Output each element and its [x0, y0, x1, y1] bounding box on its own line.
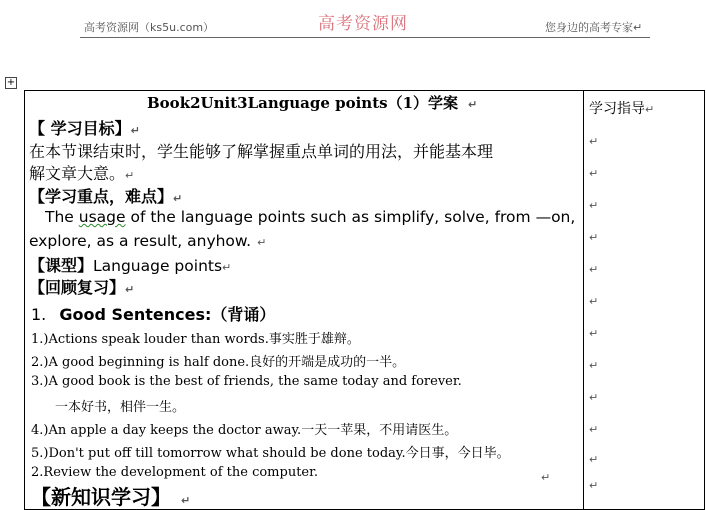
- paragraph-mark: ↵: [589, 167, 599, 180]
- paragraph-mark: ↵: [589, 263, 599, 276]
- focus-text-line-2: [29, 232, 266, 250]
- focus-text-line-1: [45, 208, 575, 226]
- header-left-text: 高考资源网（ks5u.com）: [84, 21, 215, 34]
- paragraph-mark: ↵: [468, 98, 478, 111]
- table-move-handle-icon[interactable]: +: [6, 77, 16, 88]
- focus-text-spellcheck-word: usage: [78, 208, 126, 226]
- doc-title: [147, 92, 477, 113]
- paragraph-mark: ↵: [633, 21, 643, 34]
- sentence-5: [31, 442, 510, 461]
- header-right-text: [545, 19, 642, 35]
- sentence-1: [31, 328, 360, 347]
- goal-text-line-2: [29, 161, 134, 184]
- paragraph-mark: ↵: [173, 192, 183, 205]
- paragraph-mark: ↵: [589, 479, 599, 492]
- goal-text-2: 解文章大意。: [29, 164, 126, 183]
- paragraph-mark: ↵: [130, 124, 140, 137]
- type-line: [29, 253, 231, 276]
- paragraph-mark: ↵: [125, 283, 135, 296]
- page-header: [0, 0, 706, 45]
- paragraph-mark: ↵: [181, 494, 191, 507]
- paragraph-mark: ↵: [589, 423, 599, 436]
- paragraph-mark: ↵: [645, 103, 655, 116]
- paragraph-mark: ↵: [589, 391, 599, 404]
- focus-heading-text: 【学习重点，难点】: [29, 187, 174, 206]
- sentences-heading-text: Good Sentences:（背诵）: [59, 305, 276, 324]
- new-knowledge-heading: [31, 481, 190, 510]
- paragraph-mark: ↵: [589, 231, 599, 244]
- paragraph-mark: ↵: [125, 169, 135, 182]
- sentences-heading-number: 1.: [31, 305, 52, 324]
- study-guide-title: [589, 98, 654, 118]
- doc-title-text: Book2Unit3Language points（1）学案: [147, 94, 459, 112]
- goal-heading: [29, 116, 140, 139]
- review-heading-text: 【回顾复习】: [29, 278, 126, 297]
- header-rule: [80, 37, 650, 38]
- goal-heading-text: 【 学习目标】: [29, 119, 131, 138]
- sentence-3-translation: [55, 396, 185, 415]
- focus-text-part: of the language points such as simplify, solve, from —on,: [125, 208, 576, 226]
- type-heading: 【课型】: [29, 256, 94, 275]
- sentence-4: [31, 419, 457, 438]
- lesson-table: [24, 90, 705, 510]
- paragraph-mark: ↵: [589, 453, 599, 466]
- review-item-2-text: 2.Review the development of the computer.: [31, 465, 319, 480]
- header-logo: 高考资源网: [318, 14, 408, 34]
- paragraph-mark: ↵: [589, 199, 599, 212]
- sentence-text: 3.)A good book is the best of friends, the same today and forever.: [31, 374, 462, 389]
- sentence-text: 4.)An apple a day keeps the doctor away.一天一苹果，不用请医生。: [31, 423, 458, 438]
- sentence-text: 一本好书，相伴一生。: [55, 400, 186, 415]
- review-item-2: [31, 465, 318, 480]
- study-guide-title-text: 学习指导: [589, 101, 645, 117]
- paragraph-mark: ↵: [257, 236, 267, 249]
- sentence-3: [31, 374, 462, 389]
- sentence-2: [31, 351, 405, 370]
- review-heading: [29, 275, 134, 298]
- sentence-text: 2.)A good beginning is half done.良好的开端是成功的一半。: [31, 355, 406, 370]
- focus-heading: [29, 184, 182, 207]
- paragraph-mark: ↵: [589, 135, 599, 148]
- focus-text-2: explore, as a result, anyhow.: [29, 232, 252, 250]
- sentence-text: 5.)Don't put off till tomorrow what should be done today.今日事，今日毕。: [31, 446, 510, 461]
- focus-text-part: The: [45, 208, 79, 226]
- new-knowledge-heading-text: 【新知识学习】: [31, 485, 171, 509]
- paragraph-mark: ↵: [589, 295, 599, 308]
- paragraph-mark: ↵: [222, 261, 232, 274]
- paragraph-mark: ↵: [541, 471, 551, 484]
- paragraph-mark: ↵: [589, 359, 599, 372]
- type-value: Language points: [93, 257, 223, 275]
- paragraph-mark: ↵: [589, 327, 599, 340]
- sentence-text: 1.)Actions speak louder than words.事实胜于雄辩。: [31, 332, 360, 347]
- header-right-label: 您身边的高考专家: [545, 21, 633, 34]
- sentences-heading: [31, 302, 275, 325]
- column-divider: [583, 91, 584, 509]
- goal-text-line-1: 在本节课结束时，学生能够了解掌握重点单词的用法，并能基本理: [29, 142, 494, 161]
